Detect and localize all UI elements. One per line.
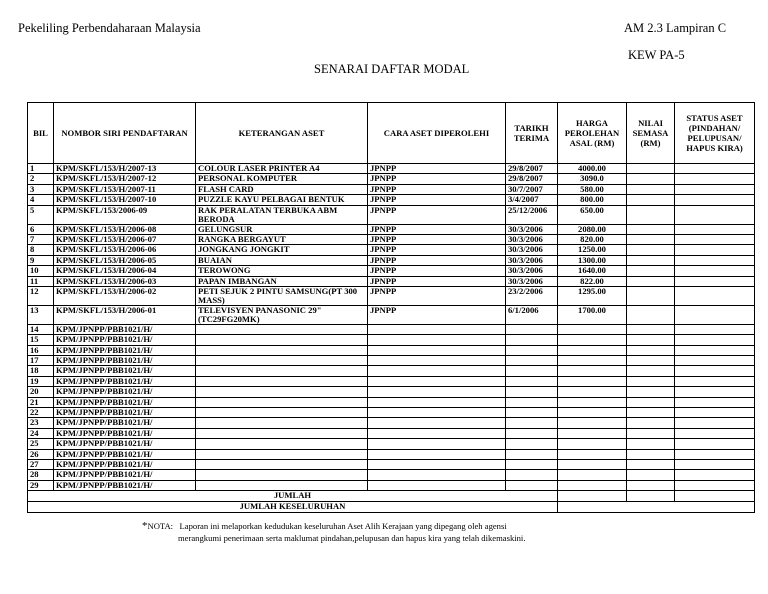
note-text-1: Laporan ini melaporkan kedudukan keseluruhan Aset Alih Kerajaan yang dipegang oleh agensi: [179, 521, 507, 531]
table-row: [28, 205, 755, 224]
table-row: [28, 286, 755, 305]
cell-siri: KPM/JPNPP/PBB1021/H/: [54, 335, 196, 345]
cell-harga: [558, 387, 627, 397]
cell-harga: [558, 335, 627, 345]
cell-status: [675, 387, 755, 397]
cell-ket: BUAIAN: [196, 255, 368, 265]
cell-siri: KPM/JPNPP/PBB1021/H/: [54, 397, 196, 407]
cell-cara: [368, 449, 506, 459]
cell-ket: TELEVISYEN PANASONIC 29" (TC29FG20MK): [196, 305, 368, 324]
cell-bil: 24: [28, 428, 54, 438]
cell-cara: [368, 356, 506, 366]
cell-harga: [558, 397, 627, 407]
cell-nilai: [627, 356, 675, 366]
cell-status: [675, 324, 755, 334]
jumlah-label: JUMLAH: [28, 491, 558, 502]
cell-siri: KPM/SKFL/153/H/2006-01: [54, 305, 196, 324]
cell-tarikh: 23/2/2006: [506, 286, 558, 305]
cell-siri: KPM/JPNPP/PBB1021/H/: [54, 428, 196, 438]
cell-bil: 13: [28, 305, 54, 324]
total-row: [28, 491, 755, 502]
cell-nilai: [627, 234, 675, 244]
cell-status: [675, 459, 755, 469]
cell-nilai: [627, 439, 675, 449]
cell-nilai: [627, 184, 675, 194]
cell-ket: [196, 376, 368, 386]
cell-nilai: [627, 286, 675, 305]
col-header-cara: CARA ASET DIPEROLEHI: [368, 103, 506, 164]
cell-harga: 3090.0: [558, 174, 627, 184]
jumlah-nilai: [627, 491, 675, 502]
cell-bil: 7: [28, 234, 54, 244]
cell-ket: [196, 459, 368, 469]
table-row: [28, 255, 755, 265]
cell-siri: KPM/SKFL/153/H/2006-04: [54, 266, 196, 276]
cell-tarikh: [506, 459, 558, 469]
cell-ket: PUZZLE KAYU PELBAGAI BENTUK: [196, 195, 368, 205]
note-line-2: merangkumi penerimaan serta maklumat pindahan,pelupusan dan hapus kira yang telah dikemaskini.: [178, 533, 526, 543]
table-row: [28, 184, 755, 194]
cell-status: [675, 439, 755, 449]
table-row: [28, 356, 755, 366]
table-row: [28, 408, 755, 418]
cell-harga: 1300.00: [558, 255, 627, 265]
cell-tarikh: [506, 335, 558, 345]
cell-nilai: [627, 195, 675, 205]
cell-ket: JONGKANG JONGKIT: [196, 245, 368, 255]
cell-bil: 22: [28, 408, 54, 418]
cell-bil: 27: [28, 459, 54, 469]
cell-harga: [558, 366, 627, 376]
cell-ket: [196, 480, 368, 490]
cell-harga: [558, 470, 627, 480]
table-row: [28, 470, 755, 480]
cell-tarikh: 3/4/2007: [506, 195, 558, 205]
cell-ket: GELUNGSUR: [196, 224, 368, 234]
cell-status: [675, 345, 755, 355]
document-title: SENARAI DAFTAR MODAL: [314, 62, 470, 76]
table-row: [28, 366, 755, 376]
cell-cara: [368, 480, 506, 490]
cell-harga: [558, 345, 627, 355]
table-row: [28, 174, 755, 184]
cell-status: [675, 276, 755, 286]
cell-siri: KPM/JPNPP/PBB1021/H/: [54, 480, 196, 490]
cell-cara: JPNPP: [368, 305, 506, 324]
cell-nilai: [627, 305, 675, 324]
cell-tarikh: [506, 366, 558, 376]
cell-nilai: [627, 174, 675, 184]
cell-cara: [368, 345, 506, 355]
cell-tarikh: 30/3/2006: [506, 276, 558, 286]
cell-harga: 580.00: [558, 184, 627, 194]
cell-bil: 8: [28, 245, 54, 255]
cell-ket: [196, 397, 368, 407]
table-body: [28, 164, 755, 513]
cell-nilai: [627, 205, 675, 224]
cell-harga: [558, 356, 627, 366]
table-row: [28, 376, 755, 386]
cell-cara: [368, 459, 506, 469]
cell-cara: JPNPP: [368, 255, 506, 265]
jumlah-status: [675, 491, 755, 502]
col-header-status: STATUS ASET (PINDAHAN/ PELUPUSAN/ HAPUS KIRA): [675, 103, 755, 164]
cell-nilai: [627, 397, 675, 407]
cell-siri: KPM/SKFL/153/H/2007-12: [54, 174, 196, 184]
cell-tarikh: [506, 408, 558, 418]
cell-ket: [196, 335, 368, 345]
cell-ket: [196, 324, 368, 334]
cell-harga: 650.00: [558, 205, 627, 224]
cell-harga: 822.00: [558, 276, 627, 286]
cell-tarikh: 29/8/2007: [506, 164, 558, 174]
cell-nilai: [627, 266, 675, 276]
col-header-keterangan: KETERANGAN ASET: [196, 103, 368, 164]
cell-ket: TEROWONG: [196, 266, 368, 276]
cell-harga: [558, 428, 627, 438]
cell-tarikh: 29/8/2007: [506, 174, 558, 184]
cell-cara: [368, 376, 506, 386]
note-line-1: [142, 521, 507, 532]
cell-ket: [196, 470, 368, 480]
cell-ket: RAK PERALATAN TERBUKA ABM BERODA: [196, 205, 368, 224]
table-row: [28, 387, 755, 397]
cell-harga: [558, 376, 627, 386]
cell-tarikh: [506, 324, 558, 334]
cell-bil: 15: [28, 335, 54, 345]
jumlah-keseluruhan-value: [558, 502, 755, 513]
cell-tarikh: 30/3/2006: [506, 224, 558, 234]
cell-status: [675, 164, 755, 174]
cell-ket: [196, 428, 368, 438]
cell-status: [675, 470, 755, 480]
cell-bil: 2: [28, 174, 54, 184]
table-row: [28, 480, 755, 490]
cell-tarikh: [506, 439, 558, 449]
cell-ket: [196, 387, 368, 397]
table-row: [28, 345, 755, 355]
cell-harga: 1640.00: [558, 266, 627, 276]
cell-ket: RANGKA BERGAYUT: [196, 234, 368, 244]
cell-ket: COLOUR LASER PRINTER A4: [196, 164, 368, 174]
cell-tarikh: [506, 345, 558, 355]
cell-tarikh: [506, 428, 558, 438]
cell-siri: KPM/SKFL/153/H/2006-02: [54, 286, 196, 305]
cell-cara: [368, 428, 506, 438]
cell-nilai: [627, 418, 675, 428]
cell-nilai: [627, 480, 675, 490]
cell-bil: 16: [28, 345, 54, 355]
cell-cara: [368, 439, 506, 449]
cell-status: [675, 195, 755, 205]
cell-harga: 1700.00: [558, 305, 627, 324]
cell-bil: 14: [28, 324, 54, 334]
cell-nilai: [627, 428, 675, 438]
grand-total-row: [28, 502, 755, 513]
cell-siri: KPM/JPNPP/PBB1021/H/: [54, 345, 196, 355]
cell-cara: [368, 470, 506, 480]
cell-status: [675, 174, 755, 184]
cell-siri: KPM/SKFL/153/H/2006-03: [54, 276, 196, 286]
table-row: [28, 224, 755, 234]
form-code: KEW PA-5: [628, 48, 685, 62]
cell-status: [675, 449, 755, 459]
cell-cara: JPNPP: [368, 266, 506, 276]
cell-ket: PAPAN IMBANGAN: [196, 276, 368, 286]
cell-bil: 26: [28, 449, 54, 459]
cell-harga: [558, 324, 627, 334]
cell-siri: KPM/SKFL/153/H/2007-10: [54, 195, 196, 205]
jumlah-harga: [558, 491, 627, 502]
cell-cara: JPNPP: [368, 164, 506, 174]
cell-siri: KPM/JPNPP/PBB1021/H/: [54, 470, 196, 480]
cell-cara: JPNPP: [368, 205, 506, 224]
cell-bil: 5: [28, 205, 54, 224]
table-row: [28, 276, 755, 286]
table-row: [28, 266, 755, 276]
cell-siri: KPM/JPNPP/PBB1021/H/: [54, 449, 196, 459]
col-header-nilai: NILAI SEMASA (RM): [627, 103, 675, 164]
cell-tarikh: [506, 356, 558, 366]
cell-nilai: [627, 449, 675, 459]
cell-bil: 11: [28, 276, 54, 286]
col-header-tarikh: TARIKH TERIMA: [506, 103, 558, 164]
cell-harga: [558, 480, 627, 490]
cell-nilai: [627, 335, 675, 345]
cell-tarikh: 30/3/2006: [506, 255, 558, 265]
cell-nilai: [627, 276, 675, 286]
cell-siri: KPM/SKFL/153/H/2006-05: [54, 255, 196, 265]
cell-cara: JPNPP: [368, 195, 506, 205]
cell-cara: JPNPP: [368, 286, 506, 305]
cell-ket: FLASH CARD: [196, 184, 368, 194]
cell-nilai: [627, 408, 675, 418]
cell-harga: 1295.00: [558, 286, 627, 305]
cell-status: [675, 224, 755, 234]
cell-bil: 1: [28, 164, 54, 174]
cell-bil: 12: [28, 286, 54, 305]
cell-bil: 18: [28, 366, 54, 376]
cell-tarikh: 30/3/2006: [506, 234, 558, 244]
cell-siri: KPM/SKFL/153/2006-09: [54, 205, 196, 224]
cell-tarikh: 30/7/2007: [506, 184, 558, 194]
table-row: [28, 245, 755, 255]
table-row: [28, 335, 755, 345]
cell-bil: 4: [28, 195, 54, 205]
cell-tarikh: [506, 470, 558, 480]
cell-siri: KPM/SKFL/153/H/2007-11: [54, 184, 196, 194]
cell-siri: KPM/SKFL/153/H/2006-07: [54, 234, 196, 244]
cell-tarikh: [506, 397, 558, 407]
cell-tarikh: [506, 387, 558, 397]
cell-status: [675, 397, 755, 407]
cell-nilai: [627, 387, 675, 397]
cell-harga: 1250.00: [558, 245, 627, 255]
cell-status: [675, 234, 755, 244]
cell-harga: 820.00: [558, 234, 627, 244]
cell-siri: KPM/JPNPP/PBB1021/H/: [54, 366, 196, 376]
cell-bil: 19: [28, 376, 54, 386]
cell-nilai: [627, 245, 675, 255]
cell-tarikh: 6/1/2006: [506, 305, 558, 324]
cell-siri: KPM/JPNPP/PBB1021/H/: [54, 459, 196, 469]
cell-nilai: [627, 470, 675, 480]
cell-tarikh: 30/3/2006: [506, 266, 558, 276]
cell-tarikh: 30/3/2006: [506, 245, 558, 255]
cell-tarikh: [506, 418, 558, 428]
cell-bil: 17: [28, 356, 54, 366]
cell-bil: 21: [28, 397, 54, 407]
cell-siri: KPM/JPNPP/PBB1021/H/: [54, 376, 196, 386]
cell-status: [675, 428, 755, 438]
cell-tarikh: [506, 449, 558, 459]
cell-ket: [196, 408, 368, 418]
table-row: [28, 418, 755, 428]
cell-cara: JPNPP: [368, 224, 506, 234]
cell-status: [675, 408, 755, 418]
table-row: [28, 195, 755, 205]
cell-harga: [558, 408, 627, 418]
cell-ket: PERSONAL KOMPUTER: [196, 174, 368, 184]
cell-harga: [558, 449, 627, 459]
cell-status: [675, 184, 755, 194]
cell-cara: [368, 387, 506, 397]
cell-cara: JPNPP: [368, 245, 506, 255]
cell-status: [675, 335, 755, 345]
table-row: [28, 324, 755, 334]
table-header-row: [28, 103, 755, 164]
cell-harga: [558, 418, 627, 428]
register-table: [27, 102, 755, 513]
cell-cara: JPNPP: [368, 234, 506, 244]
cell-cara: JPNPP: [368, 276, 506, 286]
cell-siri: KPM/JPNPP/PBB1021/H/: [54, 439, 196, 449]
cell-status: [675, 245, 755, 255]
table-row: [28, 234, 755, 244]
cell-status: [675, 366, 755, 376]
cell-siri: KPM/SKFL/153/H/2006-08: [54, 224, 196, 234]
note-label: NOTA:: [147, 521, 174, 531]
header-right-text: AM 2.3 Lampiran C: [624, 21, 727, 35]
cell-cara: [368, 397, 506, 407]
cell-status: [675, 205, 755, 224]
cell-siri: KPM/SKFL/153/H/2007-13: [54, 164, 196, 174]
cell-cara: JPNPP: [368, 174, 506, 184]
cell-cara: [368, 418, 506, 428]
cell-ket: [196, 356, 368, 366]
cell-status: [675, 356, 755, 366]
cell-bil: 6: [28, 224, 54, 234]
cell-bil: 20: [28, 387, 54, 397]
cell-ket: [196, 449, 368, 459]
cell-harga: [558, 459, 627, 469]
cell-cara: [368, 335, 506, 345]
cell-tarikh: [506, 376, 558, 386]
cell-status: [675, 376, 755, 386]
cell-nilai: [627, 376, 675, 386]
cell-ket: [196, 345, 368, 355]
cell-nilai: [627, 255, 675, 265]
cell-harga: 4000.00: [558, 164, 627, 174]
table-row: [28, 164, 755, 174]
cell-status: [675, 255, 755, 265]
table-row: [28, 397, 755, 407]
col-header-nombor-siri: NOMBOR SIRI PENDAFTARAN: [54, 103, 196, 164]
cell-tarikh: 25/12/2006: [506, 205, 558, 224]
cell-status: [675, 305, 755, 324]
cell-cara: [368, 366, 506, 376]
cell-cara: [368, 408, 506, 418]
cell-status: [675, 266, 755, 276]
table-row: [28, 459, 755, 469]
cell-ket: PETI SEJUK 2 PINTU SAMSUNG(PT 300 MASS): [196, 286, 368, 305]
cell-bil: 28: [28, 470, 54, 480]
cell-siri: KPM/JPNPP/PBB1021/H/: [54, 356, 196, 366]
cell-bil: 29: [28, 480, 54, 490]
cell-bil: 23: [28, 418, 54, 428]
jumlah-keseluruhan-label: JUMLAH KESELURUHAN: [28, 502, 558, 513]
cell-cara: [368, 324, 506, 334]
cell-nilai: [627, 345, 675, 355]
cell-status: [675, 418, 755, 428]
cell-status: [675, 480, 755, 490]
cell-harga: [558, 439, 627, 449]
cell-status: [675, 286, 755, 305]
cell-ket: [196, 418, 368, 428]
cell-bil: 25: [28, 439, 54, 449]
cell-bil: 10: [28, 266, 54, 276]
cell-nilai: [627, 324, 675, 334]
col-header-bil: BIL: [28, 103, 54, 164]
cell-cara: JPNPP: [368, 184, 506, 194]
col-header-harga: HARGA PEROLEHAN ASAL (RM): [558, 103, 627, 164]
cell-siri: KPM/JPNPP/PBB1021/H/: [54, 324, 196, 334]
cell-nilai: [627, 459, 675, 469]
table-row: [28, 449, 755, 459]
cell-nilai: [627, 164, 675, 174]
table-row: [28, 428, 755, 438]
cell-ket: [196, 439, 368, 449]
cell-bil: 3: [28, 184, 54, 194]
table-row: [28, 305, 755, 324]
table-row: [28, 439, 755, 449]
header-left-text: Pekeliling Perbendaharaan Malaysia: [18, 21, 201, 35]
cell-ket: [196, 366, 368, 376]
cell-siri: KPM/JPNPP/PBB1021/H/: [54, 408, 196, 418]
cell-siri: KPM/JPNPP/PBB1021/H/: [54, 387, 196, 397]
cell-bil: 9: [28, 255, 54, 265]
cell-nilai: [627, 224, 675, 234]
cell-siri: KPM/JPNPP/PBB1021/H/: [54, 418, 196, 428]
cell-harga: 800.00: [558, 195, 627, 205]
cell-nilai: [627, 366, 675, 376]
cell-harga: 2080.00: [558, 224, 627, 234]
note-marker: *: [142, 520, 148, 532]
cell-siri: KPM/SKFL/153/H/2006-06: [54, 245, 196, 255]
cell-tarikh: [506, 480, 558, 490]
